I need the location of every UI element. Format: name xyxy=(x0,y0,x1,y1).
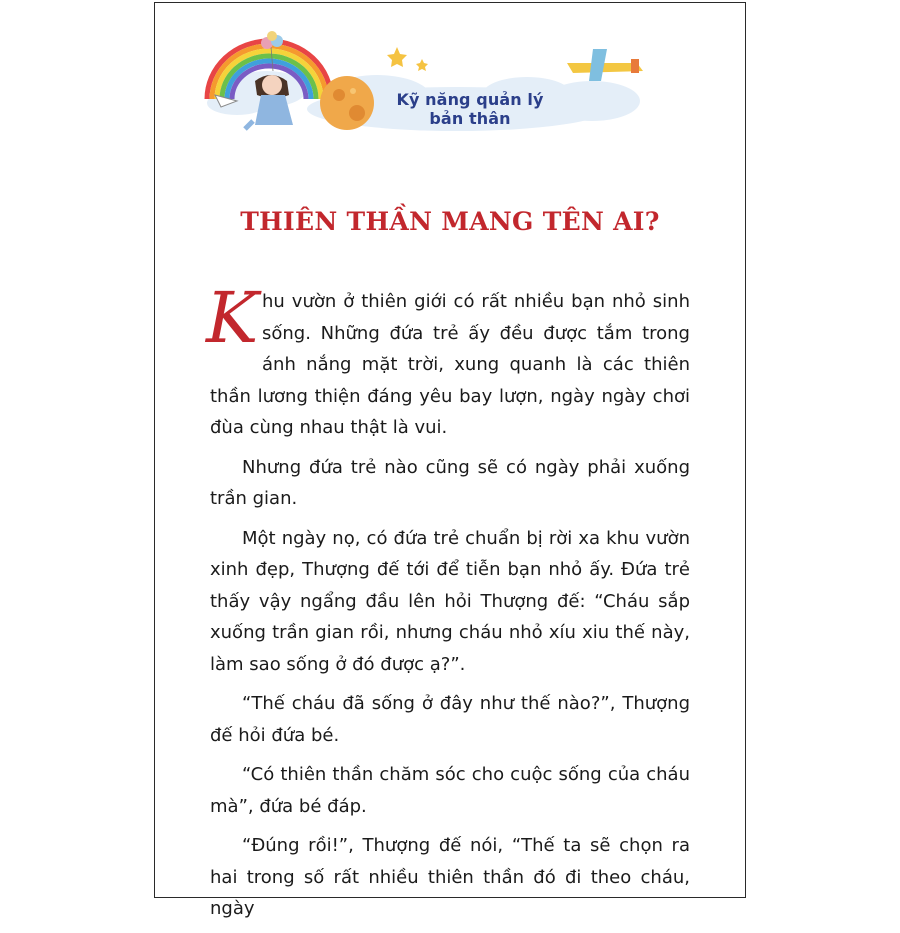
paragraph: Nhưng đứa trẻ nào cũng sẽ có ngày phải xuống trần gian. xyxy=(210,456,690,509)
paragraph: “Có thiên thần chăm sóc cho cuộc sống của cháu mà”, đứa bé đáp. xyxy=(210,764,690,817)
dropcap-letter: K xyxy=(206,277,259,359)
paragraph: Một ngày nọ, có đứa trẻ chuẩn bị rời xa khu vườn xinh đẹp, Thượng đế tới để tiễn bạn nhỏ ấy. Đứa trẻ thấy vậy ngẩng đầu lên hỏi Thượng đế: “Cháu sắp xuống trần gian rồi, nhưng cháu nhỏ xíu xiu thế này, làm sao sống ở đó được ạ?”. xyxy=(210,527,690,675)
paragraph: “Đúng rồi!”, Thượng đế nói, “Thế ta sẽ chọn ra hai trong số rất nhiều thiên thần đó đi theo cháu, ngày xyxy=(210,835,690,919)
paragraph xyxy=(206,277,690,444)
chapter-title: THIÊN THẦN MANG TÊN AI? xyxy=(240,207,660,236)
airplane-illustration xyxy=(567,49,643,81)
paragraph-text: hu vườn ở thiên giới có rất nhiều bạn nhỏ sinh sống. Những đứa trẻ ấy đều được tắm trong ánh nắng mặt trời, xung quanh là các thiên thần lương thiện đáng yêu bay lượn, ngày ngày chơi đùa cùng nhau thật là vui. xyxy=(210,291,690,438)
paragraph: “Thế cháu đã sống ở đây như thế nào?”, Thượng đế hỏi đứa bé. xyxy=(210,693,690,746)
planet-illustration xyxy=(320,76,374,130)
story-body xyxy=(206,277,690,933)
star-icon xyxy=(387,47,428,71)
book-page xyxy=(154,2,746,919)
dropcap xyxy=(206,277,259,359)
banner-label: Kỹ năng quản lý bản thân xyxy=(396,90,544,128)
